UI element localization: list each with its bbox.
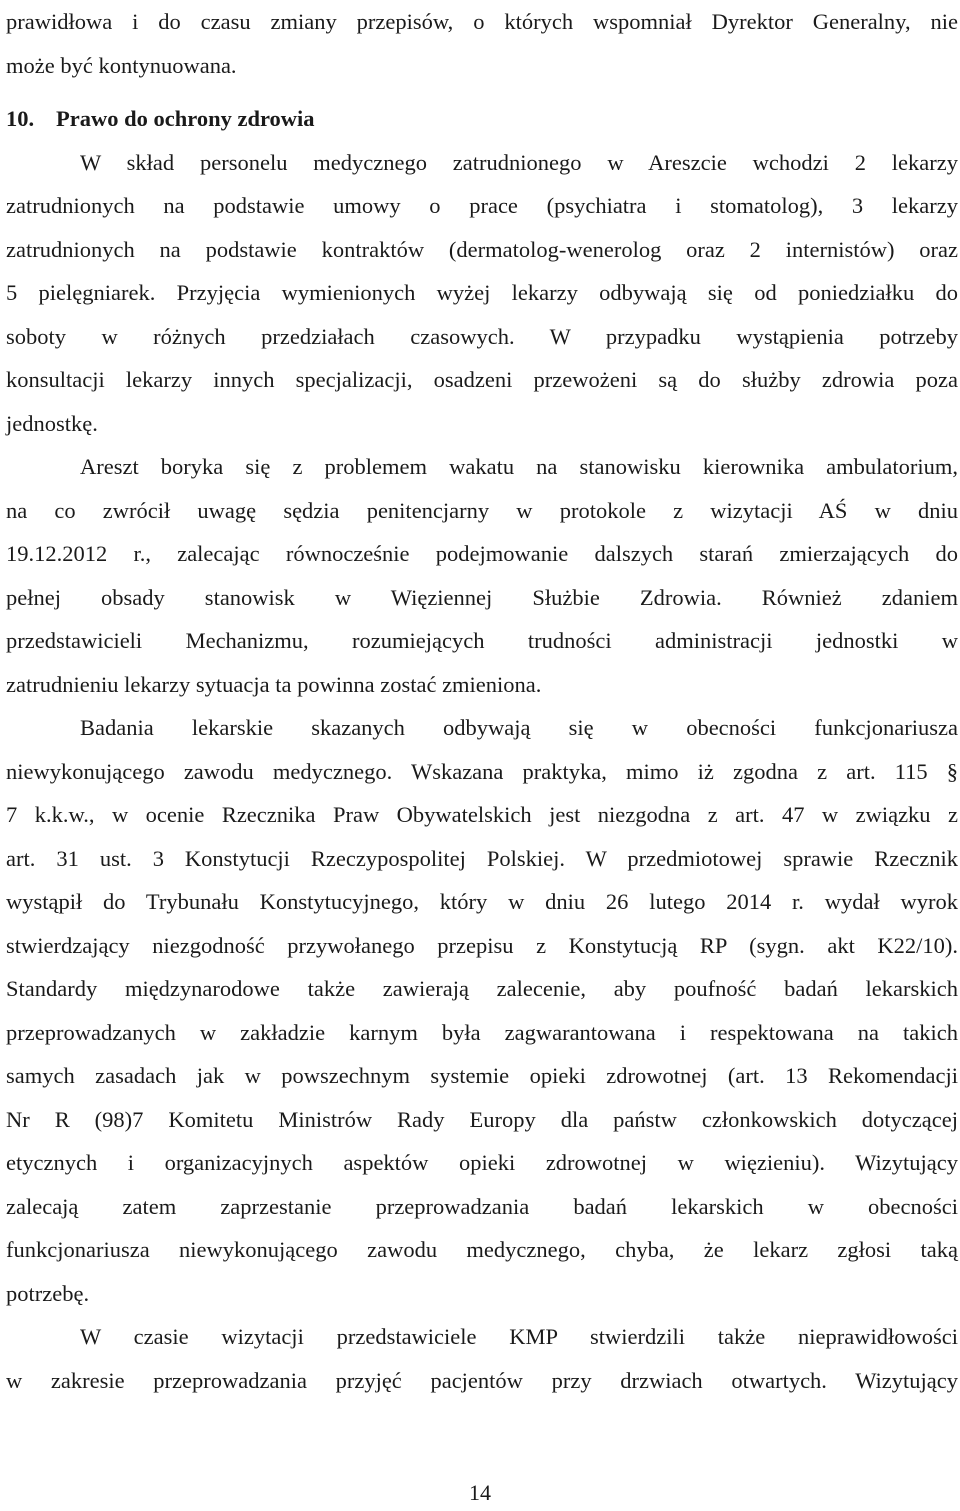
text-line: wystąpił do Trybunału Konstytucyjnego, który w dniu 26 lutego 2014 r. wydał wyrok: [6, 889, 958, 914]
text-line: art. 31 ust. 3 Konstytucji Rzeczypospolitej Polskiej. W przedmiotowej sprawie Rzecznik: [6, 845, 958, 871]
text-line: soboty w różnych przedziałach czasowych. W przypadku wystąpienia potrzeby: [6, 323, 958, 349]
paragraph: [6, 1315, 958, 1402]
paragraph: [6, 141, 958, 446]
text-line: 5 pielęgniarek. Przyjęcia wymienionych wyżej lekarzy odbywają się od poniedziałku do: [6, 280, 958, 305]
section-title: Prawo do ochrony zdrowia: [56, 106, 315, 131]
spacer: [6, 87, 958, 97]
text-line: funkcjonariusza niewykonującego zawodu medycznego, chyba, że lekarz zgłosi taką: [6, 1237, 958, 1262]
text-line: pełnej obsady stanowisk w Więziennej Służbie Zdrowia. Również zdaniem: [6, 584, 958, 610]
text-line: 19.12.2012 r., zalecając równocześnie podejmowanie dalszych starań zmierzających do: [6, 541, 958, 566]
text-line: Standardy międzynarodowe także zawierają zalecenie, aby poufność badań lekarskich: [6, 976, 958, 1001]
text-line: samych zasadach jak w powszechnym systemie opieki zdrowotnej (art. 13 Rekomendacji: [6, 1063, 958, 1088]
text-line: W czasie wizytacji przedstawiciele KMP stwierdzili także nieprawidłowości: [80, 1324, 958, 1349]
text-line: 7 k.k.w., w ocenie Rzecznika Praw Obywatelskich jest niezgodna z art. 47 w związku z: [6, 802, 958, 827]
text-line: Nr R (98)7 Komitetu Ministrów Rady Europy dla państw członkowskich dotyczącej: [6, 1106, 958, 1132]
text-line: zatrudnionych na podstawie kontraktów (dermatolog-wenerolog oraz 2 internistów) oraz: [6, 236, 958, 262]
text-line: zatrudnieniu lekarzy sytuacja ta powinna zostać zmieniona.: [6, 671, 542, 697]
text-line: przedstawicieli Mechanizmu, rozumiejących trudności administracji jednostki w: [6, 628, 958, 653]
paragraph: [6, 445, 958, 706]
text-line: na co zwrócił uwagę sędzia penitencjarny w protokole z wizytacji AŚ w dniu: [6, 497, 958, 523]
paragraph: [6, 706, 958, 1315]
text-line: Areszt boryka się z problemem wakatu na stanowisku kierownika ambulatorium,: [80, 454, 958, 479]
text-line: stwierdzający niezgodność przywołanego przepisu z Konstytucją RP (sygn. akt K22/10).: [6, 932, 958, 958]
page-number: 14: [469, 1480, 491, 1505]
body-paragraphs: [6, 141, 958, 1403]
text-line: niewykonującego zawodu medycznego. Wskazana praktyka, mimo iż zgodna z art. 115 §: [6, 758, 958, 784]
text-line: etycznych i organizacyjnych aspektów opieki zdrowotnej w więzieniu). Wizytujący: [6, 1150, 958, 1175]
text-line: zalecają zatem zaprzestanie przeprowadzania badań lekarskich w obecności: [6, 1193, 958, 1219]
text-line: może być kontynuowana.: [6, 52, 237, 78]
text-line: przeprowadzanych w zakładzie karnym była zagwarantowana i respektowana na takich: [6, 1019, 958, 1045]
text-line: zatrudnionych na podstawie umowy o prace (psychiatra i stomatolog), 3 lekarzy: [6, 193, 958, 218]
text-line: Badania lekarskie skazanych odbywają się w obecności funkcjonariusza: [80, 715, 958, 740]
document-page: [6, 0, 958, 1402]
section-heading: [6, 97, 958, 141]
text-line: potrzebę.: [6, 1280, 90, 1306]
text-line: konsultacji lekarzy innych specjalizacji, osadzeni przewożeni są do służby zdrowia poza: [6, 367, 958, 392]
intro-paragraph: [6, 0, 958, 87]
text-line: W skład personelu medycznego zatrudnionego w Areszcie wchodzi 2 lekarzy: [80, 149, 958, 175]
text-line: w zakresie przeprowadzania przyjęć pacjentów przy drzwiach otwartych. Wizytujący: [6, 1367, 958, 1393]
text-line: prawidłowa i do czasu zmiany przepisów, o których wspomniał Dyrektor Generalny, nie: [6, 9, 958, 34]
section-number: 10.: [6, 106, 35, 131]
text-line: jednostkę.: [6, 410, 98, 436]
